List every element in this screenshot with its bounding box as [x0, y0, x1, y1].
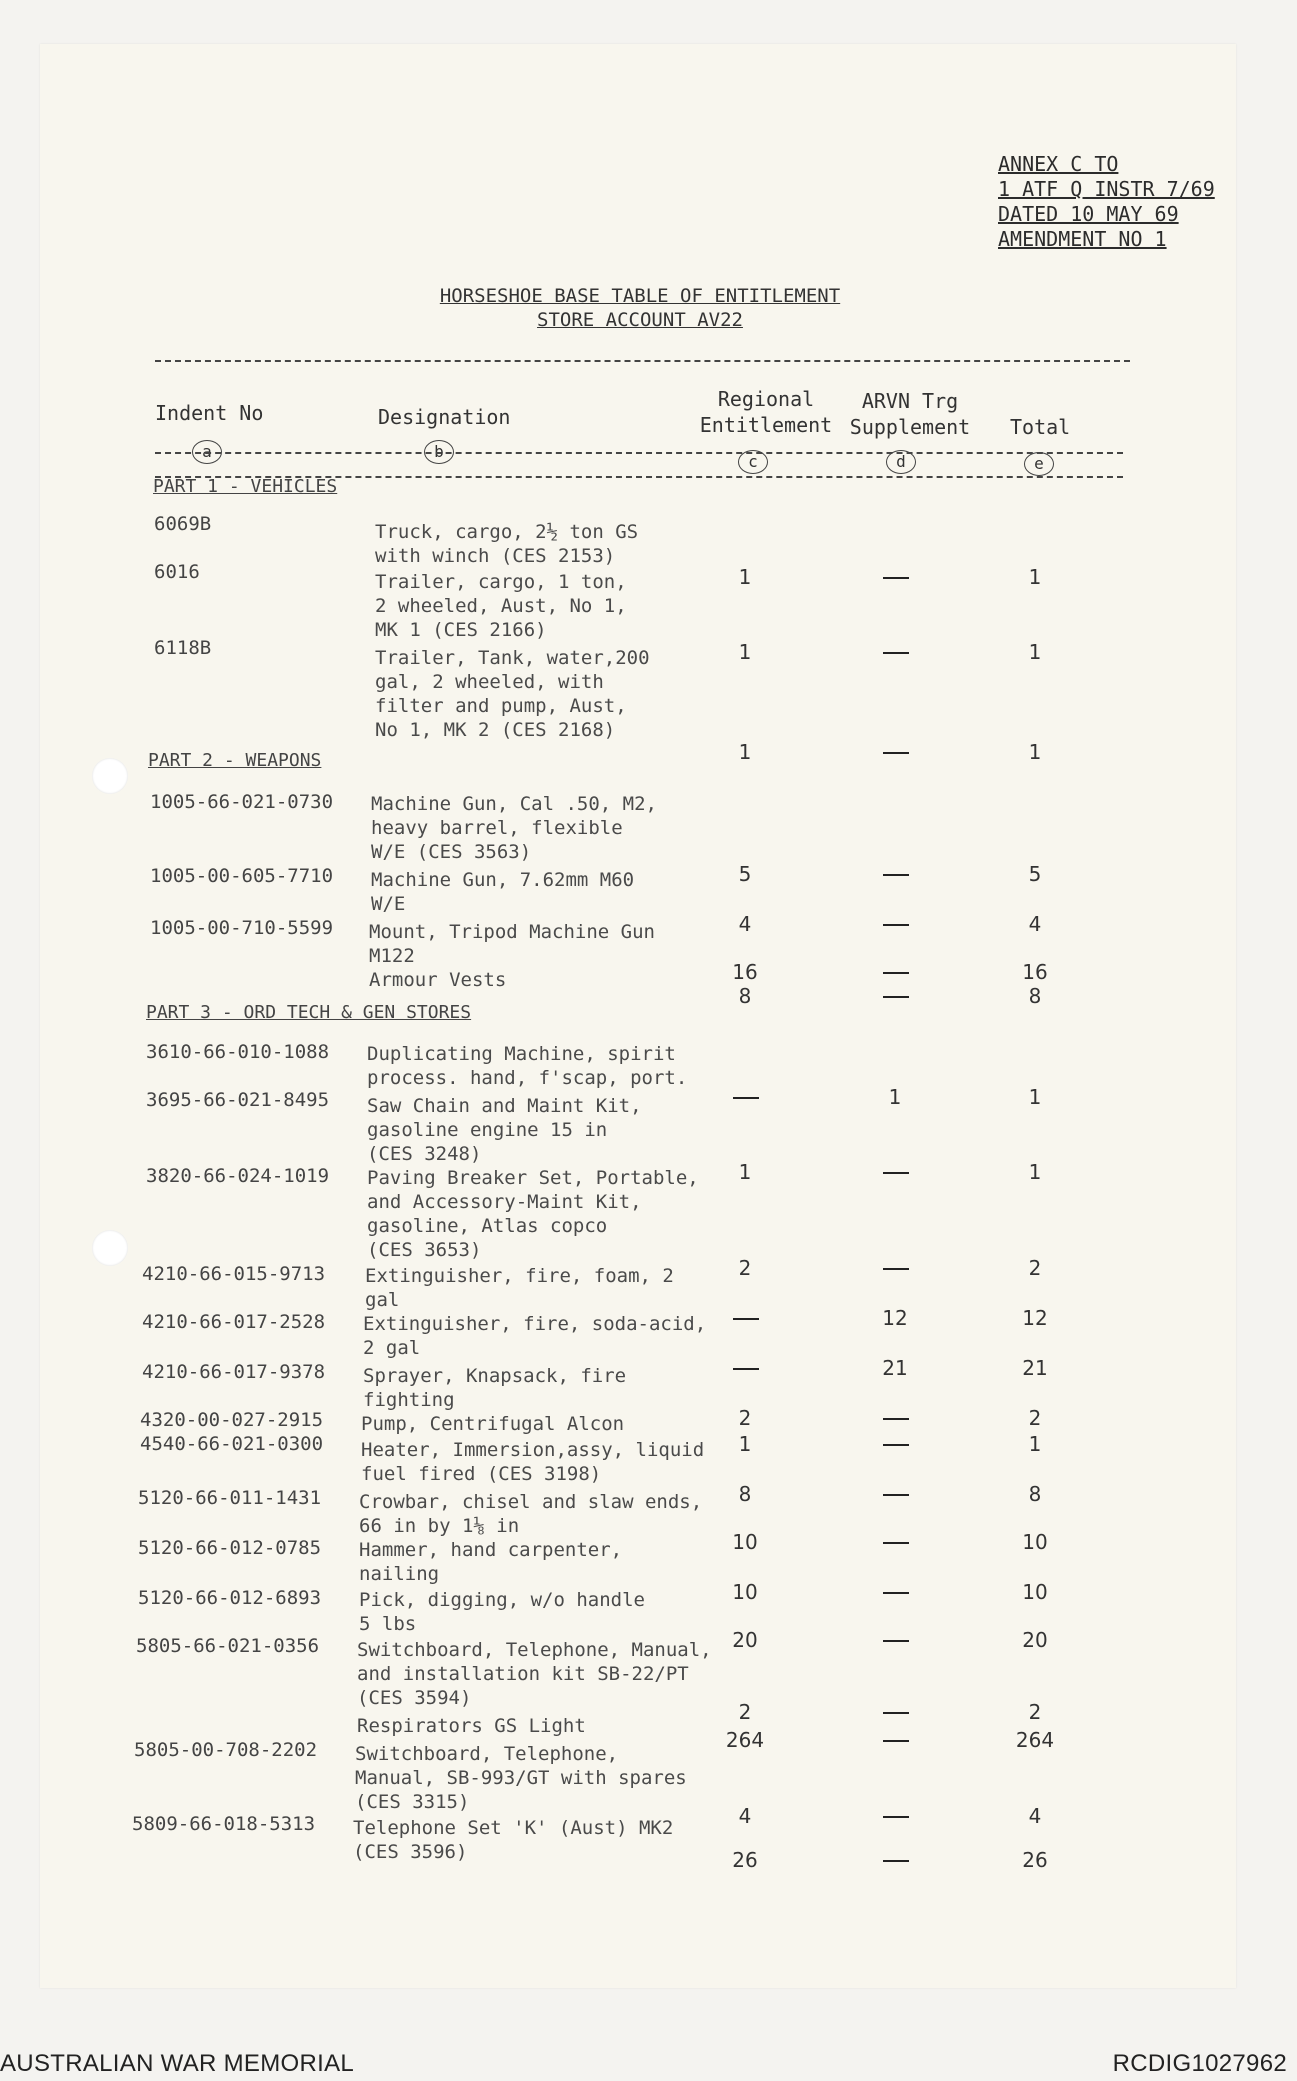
designation-text: Switchboard, Telephone, — [355, 1743, 619, 1765]
indent-number: 6118B — [154, 637, 212, 659]
total-value: 4 — [1028, 912, 1042, 936]
rule — [155, 360, 1130, 362]
designation-text: Pump, Centrifugal Alcon — [361, 1413, 625, 1435]
designation-text: Sprayer, Knapsack, fire — [363, 1365, 627, 1387]
rule — [155, 452, 1123, 454]
arvn-value: 12 — [882, 1306, 908, 1330]
part-heading: PART 3 - ORD TECH & GEN STORES — [146, 1002, 472, 1023]
designation-text: Machine Gun, Cal .50, M2, — [371, 793, 657, 815]
annex-line: AMENDMENT NO 1 — [998, 227, 1167, 251]
annex-line: ANNEX C TO — [998, 152, 1119, 176]
regional-value: 2 — [738, 1256, 752, 1280]
regional-value: 4 — [738, 1804, 752, 1828]
designation-text: gasoline, Atlas copco — [367, 1215, 608, 1237]
arvn-value: 1 — [888, 1085, 902, 1109]
arvn-value-dash — [883, 752, 909, 754]
total-value: 1 — [1028, 565, 1042, 589]
designation-text: Paving Breaker Set, Portable, — [367, 1167, 699, 1189]
designation-text: Hammer, hand carpenter, — [359, 1539, 623, 1561]
designation-text: 5 lbs — [359, 1613, 417, 1635]
indent-number: 5809-66-018-5313 — [132, 1813, 316, 1835]
column-letter: d — [886, 450, 916, 474]
regional-value: 5 — [738, 862, 752, 886]
regional-value: 2 — [738, 1700, 752, 1724]
arvn-value-dash — [883, 652, 909, 654]
designation-text: No 1, MK 2 (CES 2168) — [375, 719, 616, 741]
arvn-value-dash — [883, 924, 909, 926]
designation-text: W/E (CES 3563) — [371, 841, 532, 863]
indent-number: 3610-66-010-1088 — [146, 1041, 330, 1063]
designation-text: 2 gal — [363, 1337, 421, 1359]
regional-value: 1 — [738, 1432, 752, 1456]
regional-value-dash — [733, 1318, 759, 1320]
annex-reference — [998, 152, 1215, 252]
designation-text: Pick, digging, w/o handle — [359, 1589, 645, 1611]
regional-value: 8 — [738, 984, 752, 1008]
arvn-value-dash — [883, 1740, 909, 1742]
total-value: 21 — [1022, 1356, 1048, 1380]
column-letter: b — [424, 440, 454, 464]
footer-source: AUSTRALIAN WAR MEMORIAL — [0, 2050, 355, 2077]
designation-text: Heater, Immersion,assy, liquid — [361, 1439, 705, 1461]
total-value: 2 — [1028, 1406, 1042, 1430]
regional-value: 8 — [738, 1482, 752, 1506]
column-letter: c — [738, 450, 768, 474]
indent-number: 5805-00-708-2202 — [134, 1739, 318, 1761]
regional-value: 10 — [732, 1530, 758, 1554]
part-heading: PART 2 - WEAPONS — [148, 750, 322, 771]
designation-text: Switchboard, Telephone, Manual, — [357, 1639, 712, 1661]
indent-number: 5120-66-012-0785 — [138, 1537, 322, 1559]
arvn-value-dash — [883, 1172, 909, 1174]
designation-text: and Accessory-Maint Kit, — [367, 1191, 642, 1213]
annex-line: 1 ATF Q INSTR 7/69 — [998, 177, 1215, 201]
indent-number: 3820-66-024-1019 — [146, 1165, 330, 1187]
designation-text: W/E — [371, 893, 406, 915]
designation-text: 66 in by 1⅛ in — [359, 1515, 520, 1537]
indent-number: 1005-00-710-5599 — [150, 917, 334, 939]
arvn-value-dash — [883, 1542, 909, 1544]
arvn-value-dash — [883, 972, 909, 974]
column-letter: a — [192, 440, 222, 464]
designation-text: Crowbar, chisel and slaw ends, — [359, 1491, 703, 1513]
header-designation: Designation — [378, 405, 511, 429]
part-heading: PART 1 - VEHICLES — [153, 476, 338, 497]
designation-text: (CES 3596) — [353, 1841, 468, 1863]
total-value: 264 — [1015, 1728, 1055, 1752]
regional-value: 264 — [725, 1728, 765, 1752]
punch-hole — [92, 1230, 128, 1266]
total-value: 1 — [1028, 1085, 1042, 1109]
total-value: 2 — [1028, 1700, 1042, 1724]
regional-value: 1 — [738, 565, 752, 589]
indent-number: 5120-66-011-1431 — [138, 1487, 322, 1509]
indent-number: 4210-66-015-9713 — [142, 1263, 326, 1285]
arvn-value-dash — [883, 1418, 909, 1420]
total-value: 16 — [1022, 960, 1048, 984]
designation-text: Machine Gun, 7.62mm M60 — [371, 869, 635, 891]
designation-text: nailing — [359, 1563, 440, 1585]
regional-value: 1 — [738, 640, 752, 664]
regional-value: 10 — [732, 1580, 758, 1604]
designation-text: Saw Chain and Maint Kit, — [367, 1095, 642, 1117]
total-value: 10 — [1022, 1530, 1048, 1554]
regional-value: 16 — [732, 960, 758, 984]
annex-line: DATED 10 MAY 69 — [998, 202, 1179, 226]
indent-number: 6069B — [154, 513, 212, 535]
total-value: 20 — [1022, 1628, 1048, 1652]
header-arvn: ARVN Trg Supplement — [849, 389, 971, 439]
designation-text: Truck, cargo, 2½ ton GS — [375, 521, 639, 543]
designation-text: with winch (CES 2153) — [375, 545, 616, 567]
arvn-value-dash — [883, 1712, 909, 1714]
arvn-value-dash — [883, 1816, 909, 1818]
total-value: 8 — [1028, 1482, 1042, 1506]
designation-text: Duplicating Machine, spirit — [367, 1043, 676, 1065]
designation-text: and installation kit SB-22/PT — [357, 1663, 689, 1685]
punch-hole — [92, 758, 128, 794]
designation-text: (CES 3248) — [367, 1143, 482, 1165]
total-value: 12 — [1022, 1306, 1048, 1330]
arvn-value-dash — [883, 1494, 909, 1496]
designation-text: fuel fired (CES 3198) — [361, 1463, 602, 1485]
designation-text: (CES 3653) — [367, 1239, 482, 1261]
designation-text: Trailer, Tank, water,200 — [375, 647, 650, 669]
header-regional: Regional Entitlement — [699, 387, 833, 437]
regional-value-dash — [733, 1368, 759, 1370]
indent-number: 4210-66-017-2528 — [142, 1311, 326, 1333]
regional-value-dash — [733, 1097, 759, 1099]
total-value: 8 — [1028, 984, 1042, 1008]
total-value: 1 — [1028, 1160, 1042, 1184]
regional-value: 2 — [738, 1406, 752, 1430]
column-letter: e — [1024, 452, 1054, 476]
designation-text: (CES 3315) — [355, 1791, 470, 1813]
total-value: 1 — [1028, 740, 1042, 764]
designation-text: filter and pump, Aust, — [375, 695, 627, 717]
indent-number: 4320-00-027-2915 — [140, 1409, 324, 1431]
designation-text: Trailer, cargo, 1 ton, — [375, 571, 627, 593]
designation-text: gal, 2 wheeled, with — [375, 671, 604, 693]
regional-value: 1 — [738, 740, 752, 764]
arvn-value-dash — [883, 996, 909, 998]
header-total: Total — [1010, 415, 1071, 439]
document-title — [380, 284, 900, 332]
designation-text: Respirators GS Light — [357, 1715, 586, 1737]
arvn-value-dash — [883, 874, 909, 876]
designation-text: Armour Vests — [369, 969, 507, 991]
header-indent-no: Indent No — [155, 401, 264, 425]
total-value: 10 — [1022, 1580, 1048, 1604]
footer-id: RCDIG1027962 — [1112, 2050, 1287, 2077]
total-value: 4 — [1028, 1804, 1042, 1828]
total-value: 1 — [1028, 1432, 1042, 1456]
designation-text: Extinguisher, fire, soda-acid, — [363, 1313, 707, 1335]
subtitle-line: STORE ACCOUNT AV22 — [537, 309, 743, 331]
designation-text: MK 1 (CES 2166) — [375, 619, 547, 641]
designation-text: (CES 3594) — [357, 1687, 472, 1709]
regional-value: 26 — [732, 1848, 758, 1872]
designation-text: fighting — [363, 1389, 455, 1411]
arvn-value-dash — [883, 1860, 909, 1862]
indent-number: 1005-00-605-7710 — [150, 865, 334, 887]
designation-text: 2 wheeled, Aust, No 1, — [375, 595, 627, 617]
designation-text: M122 — [369, 945, 415, 967]
designation-text: Telephone Set 'K' (Aust) MK2 — [353, 1817, 674, 1839]
designation-text: heavy barrel, flexible — [371, 817, 623, 839]
total-value: 5 — [1028, 862, 1042, 886]
designation-text: Mount, Tripod Machine Gun — [369, 921, 655, 943]
indent-number: 5120-66-012-6893 — [138, 1587, 322, 1609]
regional-value: 4 — [738, 912, 752, 936]
designation-text: Manual, SB-993/GT with spares — [355, 1767, 687, 1789]
arvn-value-dash — [883, 1268, 909, 1270]
arvn-value-dash — [883, 577, 909, 579]
designation-text: gasoline engine 15 in — [367, 1119, 608, 1141]
indent-number: 4210-66-017-9378 — [142, 1361, 326, 1383]
indent-number: 6016 — [154, 561, 200, 583]
arvn-value-dash — [883, 1592, 909, 1594]
arvn-value: 21 — [882, 1356, 908, 1380]
designation-text: process. hand, f'scap, port. — [367, 1067, 688, 1089]
total-value: 26 — [1022, 1848, 1048, 1872]
indent-number: 1005-66-021-0730 — [150, 791, 334, 813]
designation-text: gal — [365, 1289, 400, 1311]
indent-number: 3695-66-021-8495 — [146, 1089, 330, 1111]
designation-text: Extinguisher, fire, foam, 2 — [365, 1265, 674, 1287]
total-value: 2 — [1028, 1256, 1042, 1280]
regional-value: 1 — [738, 1160, 752, 1184]
arvn-value-dash — [883, 1444, 909, 1446]
arvn-value-dash — [883, 1640, 909, 1642]
regional-value: 20 — [732, 1628, 758, 1652]
total-value: 1 — [1028, 640, 1042, 664]
title-line: HORSESHOE BASE TABLE OF ENTITLEMENT — [439, 285, 841, 307]
indent-number: 5805-66-021-0356 — [136, 1635, 320, 1657]
indent-number: 4540-66-021-0300 — [140, 1433, 324, 1455]
